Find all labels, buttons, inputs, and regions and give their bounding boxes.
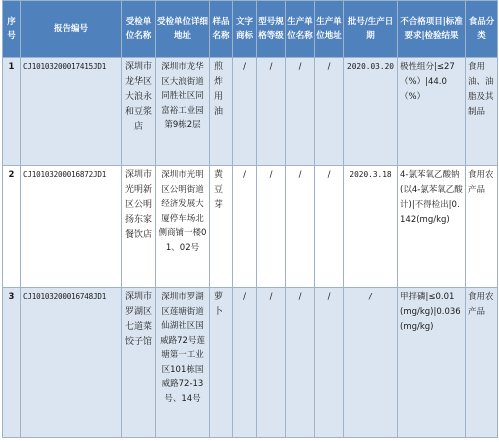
- producer: /: [286, 58, 315, 166]
- row-no: 3: [3, 288, 21, 438]
- table-header-row: [3, 1, 498, 58]
- row-no: 2: [3, 166, 21, 288]
- header-no: 序号: [3, 1, 21, 58]
- category: 食用农产品: [466, 166, 498, 288]
- header-report-number: 报告编号: [21, 1, 122, 58]
- header-sample-name: 样品名称: [210, 1, 233, 58]
- spec: /: [257, 58, 286, 166]
- header-inspected-unit: 受检单位名称: [122, 1, 156, 58]
- producer: /: [286, 288, 315, 438]
- trademark: /: [233, 166, 257, 288]
- trademark: /: [233, 288, 257, 438]
- inspection-results-table: [2, 0, 498, 438]
- table-row: [3, 288, 498, 438]
- batch-date: 2020.3.18: [344, 166, 398, 288]
- producer: /: [286, 166, 315, 288]
- header-producer-address: 生产单位地址: [315, 1, 344, 58]
- unit-address: 深圳市光明区公明街道经济发展大厦停车场北侧商铺一楼01、02号: [156, 166, 210, 288]
- header-spec: 型号规格等级: [257, 1, 286, 58]
- batch-date: /: [344, 288, 398, 438]
- spec: /: [257, 288, 286, 438]
- sample-name: 煎炸用油: [210, 58, 233, 166]
- row-no: 1: [3, 58, 21, 166]
- header-trademark: 文字商标: [233, 1, 257, 58]
- result: 甲拌磷|≤0.01(mg/kg)|0.036(mg/kg): [398, 288, 466, 438]
- header-category: 食品分类: [466, 1, 498, 58]
- trademark: /: [233, 58, 257, 166]
- producer-address: /: [315, 166, 344, 288]
- report-number: CJ10103200016872JD1: [21, 166, 122, 288]
- inspected-unit: 深圳市罗湖区七道菜饺子馆: [122, 288, 156, 438]
- unit-address: 深圳市龙华区大浪街道同胜社区同富裕工业园第9栋2层: [156, 58, 210, 166]
- result: 极性组分|≤27（%）|44.0（%）: [398, 58, 466, 166]
- producer-address: /: [315, 58, 344, 166]
- spec: /: [257, 166, 286, 288]
- category: 食用农产品: [466, 288, 498, 438]
- header-producer: 生产单位名称: [286, 1, 315, 58]
- sample-name: 黄豆芽: [210, 166, 233, 288]
- report-number: CJ10103200017415JD1: [21, 58, 122, 166]
- report-number: CJ10103200016748JD1: [21, 288, 122, 438]
- inspected-unit: 深圳市光明新区公明扬东家餐饮店: [122, 166, 156, 288]
- batch-date: 2020.03.20: [344, 58, 398, 166]
- header-result: 不合格项目|标准要求|检验结果: [398, 1, 466, 58]
- category: 食用油、油脂及其制品: [466, 58, 498, 166]
- header-unit-address: 受检单位详细地址: [156, 1, 210, 58]
- unit-address: 深圳市罗湖区莲塘街道仙湖社区国威路72号莲塘第一工业区101栋国威路72-13号、14号: [156, 288, 210, 438]
- table-row: [3, 166, 498, 288]
- header-batch-date: 批号/生产日期: [344, 1, 398, 58]
- table-row: [3, 58, 498, 166]
- producer-address: /: [315, 288, 344, 438]
- sample-name: 萝卜: [210, 288, 233, 438]
- result: 4-氯苯氧乙酸钠(以4-氯苯氧乙酸计)|不得检出|0.142(mg/kg): [398, 166, 466, 288]
- inspected-unit: 深圳市龙华区大浪永和豆浆店: [122, 58, 156, 166]
